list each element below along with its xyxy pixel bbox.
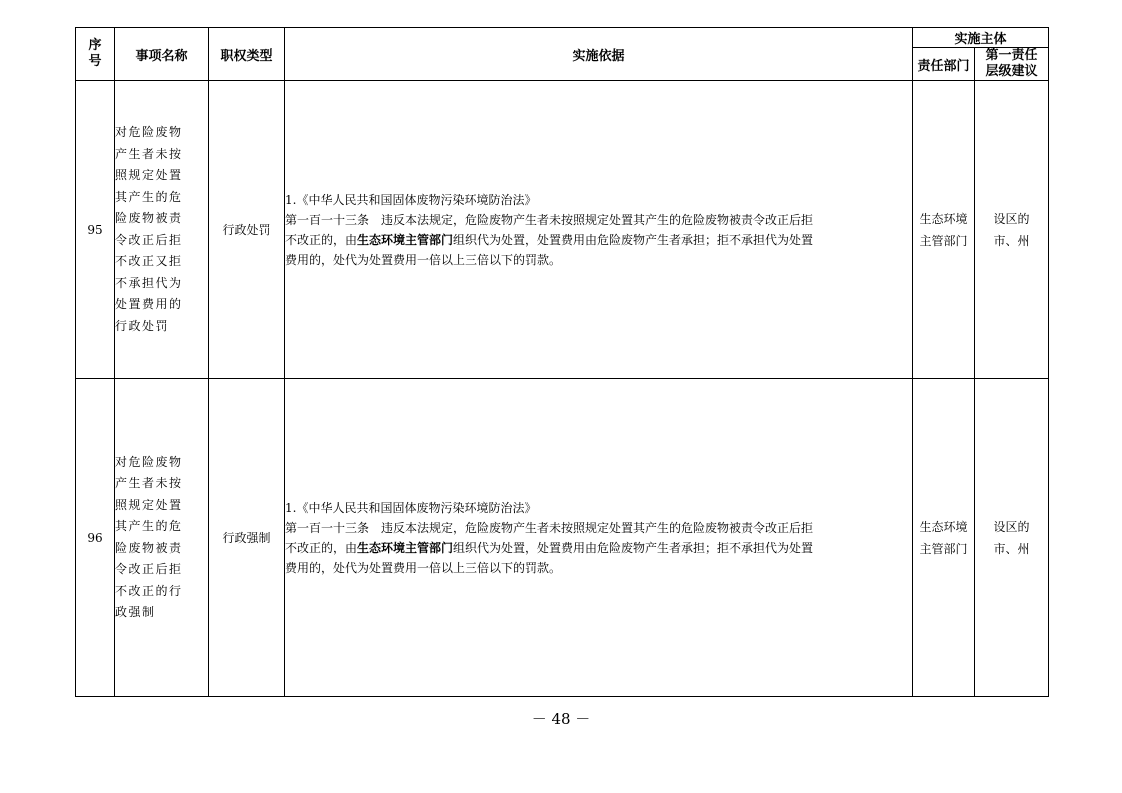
law-title: 1.《中华人民共和国固体废物污染环境防治法》 — [285, 192, 537, 207]
bold-dept: 生态环境主管部门 — [357, 540, 454, 555]
power-list-table — [75, 27, 1049, 697]
level-cell: 设区的 市、州 — [975, 379, 1049, 697]
power-type-cell: 行政强制 — [209, 379, 285, 697]
header-seq: 序 号 — [76, 28, 115, 81]
header-basis: 实施依据 — [285, 28, 913, 81]
law-title: 1.《中华人民共和国固体废物污染环境防治法》 — [285, 500, 537, 515]
header-power-type: 职权类型 — [209, 28, 285, 81]
header-level: 第一责任 层级建议 — [975, 48, 1049, 81]
article-line: 费用的，处代为处置费用一倍以上三倍以下的罚款。 — [285, 252, 562, 267]
header-dept: 责任部门 — [913, 48, 975, 81]
article-line: 第一百一十三条 违反本法规定，危险废物产生者未按照规定处置其产生的危险废物被责令改正后拒 — [285, 520, 814, 535]
basis-cell — [285, 379, 913, 697]
item-name-cell: 对危险废物 产生者未按 照规定处置 其产生的危 险废物被责 令改正后拒 不改正的行 政强制 — [115, 379, 209, 697]
dept-cell: 生态环境 主管部门 — [913, 81, 975, 379]
row-number: 95 — [76, 81, 115, 379]
page-number: － 48 － — [531, 710, 591, 728]
article-line: 不改正的，由生态环境主管部门组织代为处置，处置费用由危险废物产生者承担；拒不承担代为处置 — [285, 232, 814, 247]
table-row — [76, 81, 1049, 379]
row-number: 96 — [76, 379, 115, 697]
bold-dept: 生态环境主管部门 — [357, 232, 454, 247]
article-line: 不改正的，由生态环境主管部门组织代为处置，处置费用由危险废物产生者承担；拒不承担代为处置 — [285, 540, 814, 555]
item-name-cell: 对危险废物 产生者未按 照规定处置 其产生的危 险废物被责 令改正后拒 不改正又拒 不承担代为 处置费用的 行政处罚 — [115, 81, 209, 379]
header-item-name: 事项名称 — [115, 28, 209, 81]
article-line: 第一百一十三条 违反本法规定，危险废物产生者未按照规定处置其产生的危险废物被责令改正后拒 — [285, 212, 814, 227]
table-row — [76, 379, 1049, 697]
power-type-cell: 行政处罚 — [209, 81, 285, 379]
level-cell: 设区的 市、州 — [975, 81, 1049, 379]
basis-cell — [285, 81, 913, 379]
dept-cell: 生态环境 主管部门 — [913, 379, 975, 697]
header-subject: 实施主体 — [913, 28, 1049, 48]
article-line: 费用的，处代为处置费用一倍以上三倍以下的罚款。 — [285, 560, 562, 575]
